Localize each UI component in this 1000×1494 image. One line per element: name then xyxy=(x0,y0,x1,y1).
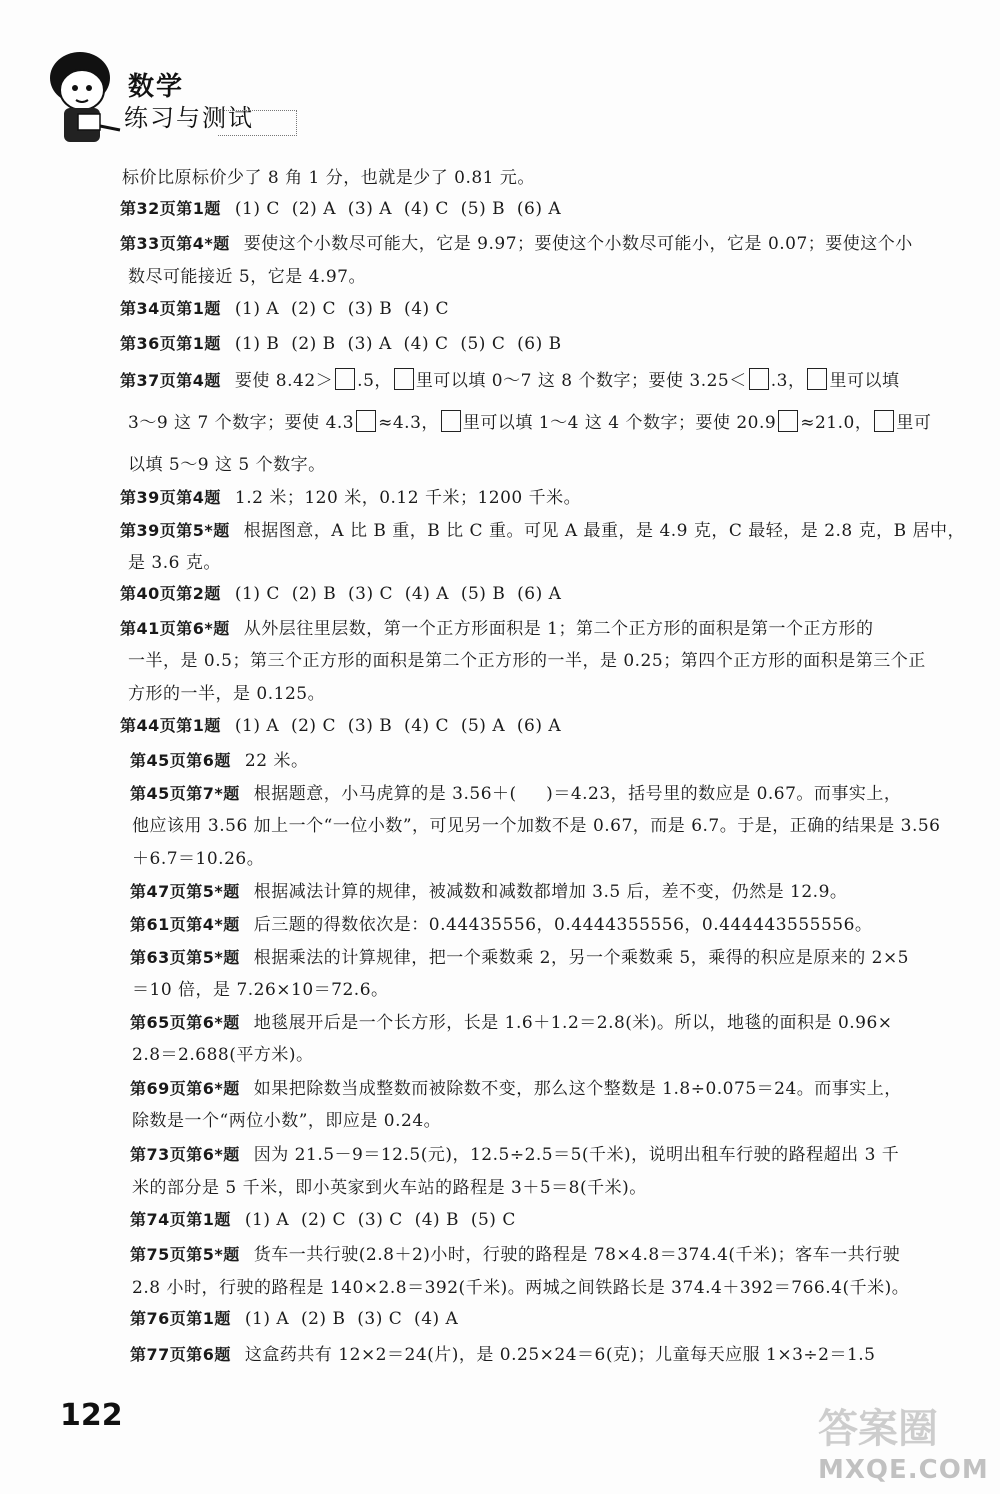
answer-text: 里可以填 0～7 这 8 个数字；要使 3.25＜ xyxy=(415,371,747,391)
answer-text: 要使这个小数尽可能大，它是 9.97；要使这个小数尽可能小，它是 0.07；要使这个小 xyxy=(243,234,913,254)
question-label: 第39页第5*题 xyxy=(120,521,230,540)
question-label: 第44页第1题 xyxy=(120,716,221,735)
answer-text: .5， xyxy=(357,371,392,391)
answer-text: (1) A (2) C (3) B (4) C xyxy=(234,299,450,319)
answer-text: 2.8＝2.688(平方米)。 xyxy=(132,1045,314,1065)
question-label: 第33页第4*题 xyxy=(120,234,230,253)
answer-line xyxy=(130,1306,458,1329)
question-label: 第74页第1题 xyxy=(130,1210,231,1229)
answer-text: 根据题意，小马虎算的是 3.56＋( )＝4.23，括号里的数应是 0.67。而事实上， xyxy=(253,784,902,804)
answer-text: (1) A (2) C (3) B (4) C (5) A (6) A xyxy=(234,716,562,736)
answer-line xyxy=(130,877,847,902)
answer-line xyxy=(120,229,913,254)
question-label: 第41页第6*题 xyxy=(120,619,230,638)
answer-text: ＝10 倍，是 7.26×10＝72.6。 xyxy=(132,980,389,1000)
question-label: 第73页第6*题 xyxy=(130,1145,240,1164)
blank-box xyxy=(749,368,769,390)
answer-line xyxy=(122,163,535,188)
answer-text: (1) C (2) A (3) A (4) C (5) B (6) A xyxy=(234,199,562,219)
answer-text: ≈21.0， xyxy=(800,413,873,433)
answer-line xyxy=(128,408,931,433)
answer-line xyxy=(132,844,264,869)
answer-line xyxy=(130,746,308,771)
answer-line xyxy=(132,975,389,1000)
question-label: 第45页第7*题 xyxy=(130,784,240,803)
answer-text: 以填 5～9 这 5 个数字。 xyxy=(128,455,326,475)
answer-text: 货车一共行驶(2.8＋2)小时，行驶的路程是 78×4.8＝374.4(千米)；客车一共行驶 xyxy=(253,1245,901,1265)
answer-text: 这盒药共有 12×2＝24(片)，是 0.25×24＝6(克)；儿童每天应服 1×3÷2＝1.5 xyxy=(244,1345,876,1365)
answer-text: 因为 21.5－9＝12.5(元)，12.5÷2.5＝5(千米)，说明出租车行驶的路程超出 3 千 xyxy=(253,1145,900,1165)
answer-line xyxy=(128,679,325,704)
answer-text: 是 3.6 克。 xyxy=(128,553,221,573)
question-label: 第32页第1题 xyxy=(120,199,221,218)
answer-text: 根据图意，A 比 B 重，B 比 C 重。可见 A 最重，是 4.9 克，C 最轻，是 2.8 克，B 居中， xyxy=(243,521,966,541)
answer-line xyxy=(132,811,941,836)
answer-line xyxy=(132,1106,441,1131)
blank-box xyxy=(356,410,376,432)
question-label: 第65页第6*题 xyxy=(130,1013,240,1032)
question-label: 第76页第1题 xyxy=(130,1309,231,1328)
answer-line xyxy=(128,646,926,671)
answer-line xyxy=(120,713,561,736)
mascot-icon xyxy=(38,48,128,153)
answer-text: 方形的一半，是 0.125。 xyxy=(128,684,326,704)
answer-line xyxy=(130,1240,900,1265)
answer-text: 1.2 米；120 米，0.12 千米；1200 千米。 xyxy=(234,488,582,508)
answer-line xyxy=(128,450,326,475)
answer-text: 要使 8.42＞ xyxy=(234,371,334,391)
answer-line xyxy=(130,1340,876,1365)
answer-text: 数尽可能接近 5，它是 4.97。 xyxy=(128,267,366,287)
answer-text: (1) B (2) B (3) A (4) C (5) C (6) B xyxy=(234,334,562,354)
answer-line xyxy=(120,581,561,604)
question-label: 第36页第1题 xyxy=(120,334,221,353)
answer-line xyxy=(120,614,874,639)
answer-text: 一半，是 0.5；第三个正方形的面积是第二个正方形的一半，是 0.25；第四个正方形的面积是第三个正 xyxy=(128,651,926,671)
question-label: 第37页第4题 xyxy=(120,371,221,390)
answer-line xyxy=(120,196,561,219)
answer-line xyxy=(128,548,221,573)
blank-box xyxy=(441,410,461,432)
blank-box xyxy=(778,410,798,432)
answer-text: .3， xyxy=(770,371,806,391)
answer-line xyxy=(130,1074,902,1099)
book-title: 练习与测试 xyxy=(124,104,254,132)
answer-text: 标价比原标价少了 8 角 1 分，也就是少了 0.81 元。 xyxy=(122,168,535,188)
answer-text: 如果把除数当成整数而被除数不变，那么这个整数是 1.8÷0.075＝24。而事实上， xyxy=(253,1079,902,1099)
answer-text: 3～9 这 7 个数字；要使 4.3 xyxy=(128,413,355,433)
answer-line xyxy=(132,1040,313,1065)
answer-text: ＋6.7＝10.26。 xyxy=(132,849,265,869)
question-label: 第61页第4*题 xyxy=(130,915,240,934)
answer-text: (1) C (2) B (3) C (4) A (5) B (6) A xyxy=(234,584,562,604)
watermark-logo: 答案圈 xyxy=(818,1406,938,1452)
answer-text: 后三题的得数依次是：0.44435556，0.4444355556，0.444443555556。 xyxy=(253,915,873,935)
question-label: 第39页第4题 xyxy=(120,488,221,507)
answer-text: 22 米。 xyxy=(244,751,309,771)
answer-line xyxy=(130,1008,893,1033)
answer-text: 根据减法计算的规律，被减数和减数都增加 3.5 后，差不变，仍然是 12.9。 xyxy=(253,882,848,902)
answer-line xyxy=(132,1173,647,1198)
answer-text: 里可以填 1～4 这 4 个数字；要使 20.9 xyxy=(462,413,777,433)
answer-text: 他应该用 3.56 加上一个“一位小数”，可见另一个加数不是 0.67，而是 6.7。于是，正确的结果是 3.56 xyxy=(132,816,941,836)
question-label: 第77页第6题 xyxy=(130,1345,231,1364)
answer-text: 里可 xyxy=(896,413,932,433)
question-label: 第47页第5*题 xyxy=(130,882,240,901)
answer-line xyxy=(120,516,965,541)
answer-line xyxy=(130,943,909,968)
blank-box xyxy=(394,368,414,390)
answer-text: 2.8 小时，行驶的路程是 140×2.8＝392(千米)。两城之间铁路长是 374.4＋392＝766.4(千米)。 xyxy=(132,1278,910,1298)
answer-line xyxy=(130,910,872,935)
question-label: 第63页第5*题 xyxy=(130,948,240,967)
answer-text: (1) A (2) C (3) C (4) B (5) C xyxy=(244,1210,516,1230)
answer-line xyxy=(130,779,901,804)
answer-line xyxy=(130,1140,899,1165)
title-frame xyxy=(218,110,297,136)
answer-line xyxy=(132,1273,909,1298)
watermark xyxy=(800,1395,990,1490)
page-number: 122 xyxy=(60,1398,123,1433)
answer-text: 从外层往里层数，第一个正方形面积是 1；第二个正方形的面积是第一个正方形的 xyxy=(243,619,874,639)
blank-box xyxy=(874,410,894,432)
answer-line xyxy=(120,331,562,354)
question-label: 第34页第1题 xyxy=(120,299,221,318)
watermark-site: MXQE.COM xyxy=(818,1455,989,1485)
answer-line xyxy=(128,262,366,287)
answer-line xyxy=(120,296,449,319)
question-label: 第69页第6*题 xyxy=(130,1079,240,1098)
subject-title: 数学 xyxy=(128,72,185,102)
question-label: 第75页第5*题 xyxy=(130,1245,240,1264)
answer-text: ≈4.3， xyxy=(378,413,439,433)
answer-line xyxy=(120,483,581,508)
answer-text: 米的部分是 5 千米，即小英家到火车站的路程是 3＋5＝8(千米)。 xyxy=(132,1178,647,1198)
answer-text: (1) A (2) B (3) C (4) A xyxy=(244,1309,459,1329)
blank-box xyxy=(335,368,355,390)
blank-box xyxy=(807,368,827,390)
page-header xyxy=(38,40,308,150)
answer-text: 根据乘法的计算规律，把一个乘数乘 2，另一个乘数乘 5，乘得的积应是原来的 2×5 xyxy=(253,948,909,968)
answer-text: 除数是一个“两位小数”，即应是 0.24。 xyxy=(132,1111,442,1131)
question-label: 第40页第2题 xyxy=(120,584,221,603)
answer-line xyxy=(130,1207,516,1230)
answer-text: 里可以填 xyxy=(829,371,900,391)
question-label: 第45页第6题 xyxy=(130,751,231,770)
answer-line xyxy=(120,366,899,391)
answer-text: 地毯展开后是一个长方形，长是 1.6＋1.2＝2.8(米)。所以，地毯的面积是 0.96× xyxy=(253,1013,893,1033)
